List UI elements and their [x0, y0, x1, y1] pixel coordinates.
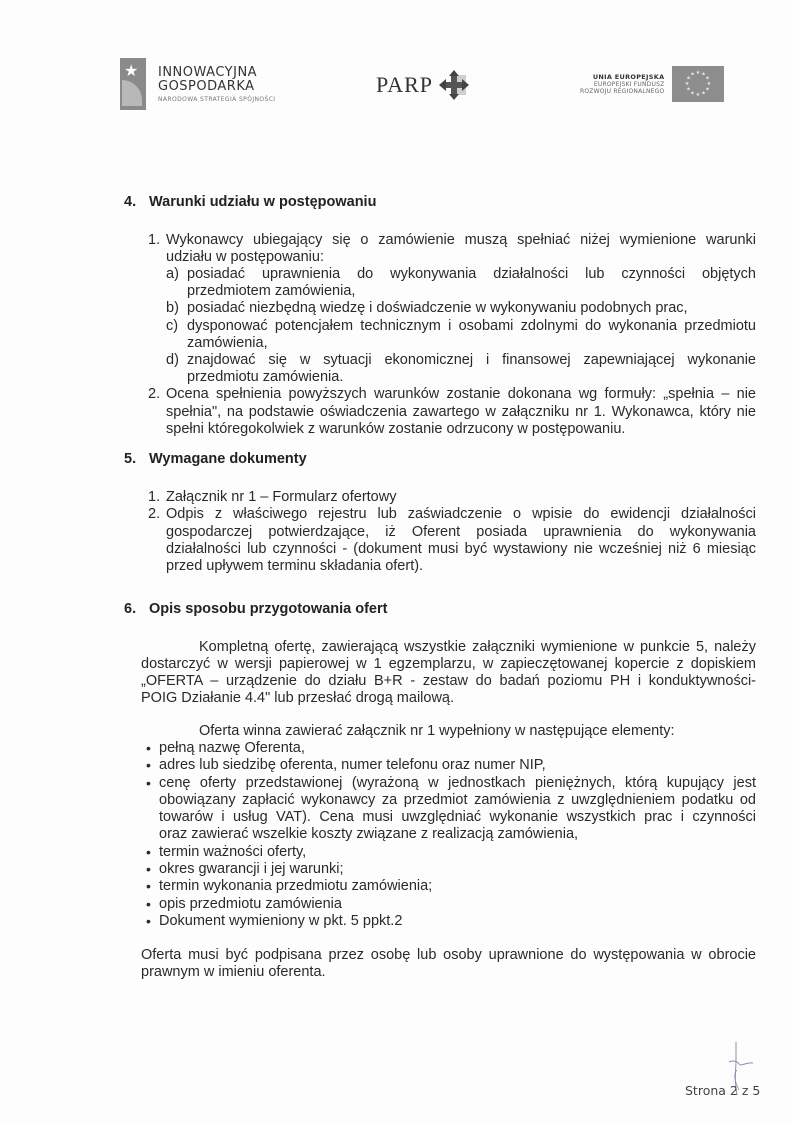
subitem-text: przedmiotu zamówienia.: [187, 369, 344, 385]
list-number: 2.: [148, 386, 161, 402]
section-title: Opis sposobu przygotowania ofert: [149, 601, 388, 617]
subitem-text: przedmiotem zamówienia,: [187, 283, 356, 299]
bullet-item-text: obowiązany zapłacić wykonawcy za przedmiot zamówienia z uwzględnieniem podatku od: [159, 792, 756, 808]
eu-logo: [580, 66, 724, 102]
subitem-letter: c): [166, 318, 179, 334]
section-6-heading: [124, 601, 387, 617]
list-item-text: udziału w postępowaniu:: [166, 249, 324, 265]
innowacyjna-gospodarka-logo: [120, 56, 275, 112]
list-item-text: działalności lub czynności - (dokument musi być wystawiony nie wcześniej niż 6 miesiąc: [166, 541, 756, 557]
svg-text:★: ★: [705, 75, 711, 82]
bullet-icon: •: [146, 878, 151, 894]
closing-text: Oferta musi być podpisana przez osobę lub osoby uprawnione do występowania w obrocie: [141, 947, 756, 963]
svg-text:★: ★: [686, 75, 692, 82]
subitem-text: znajdować się w sytuacji ekonomicznej i finansowej zapewniającej wykonanie: [187, 352, 756, 368]
bullet-item-text: okres gwarancji i jej warunki;: [159, 861, 344, 877]
section-4-heading: [124, 194, 376, 210]
list-item-text: Ocena spełnienia powyższych warunków zostanie dokonana wg formuły: „spełnia – nie: [166, 386, 756, 402]
list-item-text: gospodarczej potwierdzające, iż Oferent posiada uprawnienia do wykonywania: [166, 524, 756, 540]
section-number: 4.: [124, 194, 137, 210]
svg-text:★: ★: [701, 71, 707, 78]
bullet-icon: •: [146, 913, 151, 929]
logo-left-line3: NARODOWA STRATEGIA SPÓJNOŚCI: [158, 95, 276, 103]
logo-right-line1: UNIA EUROPEJSKA: [592, 73, 665, 81]
bullet-icon: •: [146, 861, 151, 877]
bullet-item-text: termin wykonania przedmiotu zamówienia;: [159, 878, 433, 894]
bullet-item-text: oraz zawierać wszelkie koszty związane z realizacją zamówienia,: [159, 826, 579, 842]
bullet-item-text: towarów i usług VAT). Cena musi uwzględniać wykonanie wszystkich prac i czynności: [159, 809, 756, 825]
logo-right-line2: EUROPEJSKI FUNDUSZ: [593, 81, 665, 88]
logo-left-line2: GOSPODARKA: [158, 78, 255, 94]
bullet-item-text: pełną nazwę Oferenta,: [159, 740, 305, 756]
list-item-text: Odpis z właściwego rejestru lub zaświadczenie o wpisie do ewidencji działalności: [166, 506, 756, 522]
paragraph-text: Oferta winna zawierać załącznik nr 1 wypełniony w następujące elementy:: [199, 723, 675, 739]
svg-text:★: ★: [685, 81, 690, 87]
subitem-text: zamówienia,: [187, 335, 268, 351]
bullet-item-text: opis przedmiotu zamówienia: [159, 896, 342, 912]
svg-text:★: ★: [686, 86, 692, 93]
subitem-text: posiadać niezbędną wiedzę i doświadczenie w wykonywaniu podobnych prac,: [187, 300, 688, 316]
parp-logo-text: PARP: [376, 72, 434, 97]
bullet-icon: •: [146, 757, 151, 773]
eu-flag-icon: [672, 66, 724, 102]
section-number: 5.: [124, 451, 137, 467]
svg-text:★: ★: [690, 90, 696, 97]
bullet-icon: •: [146, 844, 151, 860]
subitem-text: posiadać uprawnienia do wykonywania działalności lub czynności objętych: [187, 266, 756, 282]
svg-text:★: ★: [707, 81, 712, 87]
list-item-text: Wykonawcy ubiegający się o zamówienie muszą spełniać niżej wymienione warunki: [166, 232, 756, 248]
list-item-text: Załącznik nr 1 – Formularz ofertowy: [166, 489, 397, 505]
page-number: Strona 2 z 5: [685, 1083, 761, 1098]
svg-text:★: ★: [705, 86, 711, 93]
closing-text: prawnym w imieniu oferenta.: [141, 964, 326, 980]
bullet-icon: •: [146, 896, 151, 912]
subitem-text: dysponować potencjałem technicznym i osobami zdolnymi do wykonania przedmiotu: [187, 318, 756, 334]
list-item-text: spełni któregokolwiek z warunków zostanie odrzucony w postępowaniu.: [166, 421, 626, 437]
paragraph-text: „OFERTA – urządzenie do działu B+R - zestaw do badań poziomu PH i konduktywności-: [141, 673, 756, 689]
bullet-icon: •: [146, 740, 151, 756]
parp-logo: [376, 70, 469, 100]
paragraph-text: dostarczyć w wersji papierowej w 1 egzemplarzu, w zapieczętowanej kopercie z dopiskiem: [141, 656, 756, 672]
svg-text:★: ★: [696, 92, 701, 98]
subitem-letter: a): [166, 266, 179, 282]
star-swoosh-icon: ★: [120, 58, 146, 110]
logo-left-line1: INNOWACYJNA: [158, 64, 258, 80]
svg-text:★: ★: [690, 71, 696, 78]
section-title: Warunki udziału w postępowaniu: [149, 194, 377, 210]
bullet-item-text: termin ważności oferty,: [159, 844, 307, 860]
list-item-text: przed upływem terminu składania ofert).: [166, 558, 424, 574]
bullet-item-text: Dokument wymieniony w pkt. 5 ppkt.2: [159, 913, 403, 929]
svg-text:★: ★: [696, 70, 701, 76]
logo-right-line3: ROZWOJU REGIONALNEGO: [580, 88, 665, 95]
four-arrows-icon: [439, 70, 469, 100]
paragraph-text: Kompletną ofertę, zawierającą wszystkie załączniki wymienione w punkcie 5, należy: [199, 639, 756, 655]
bullet-item-text: cenę oferty przedstawionej (wyrażoną w jednostkach pieniężnych, którą kupujący jest: [159, 775, 756, 791]
list-number: 1.: [148, 489, 161, 505]
svg-text:★: ★: [701, 90, 707, 97]
section-title: Wymagane dokumenty: [149, 451, 307, 467]
list-number: 2.: [148, 506, 161, 522]
section-5-heading: [124, 451, 307, 467]
section-number: 6.: [124, 601, 137, 617]
subitem-letter: d): [166, 352, 179, 368]
paragraph-text: POIG Działanie 4.4" lub przesłać drogą mailową.: [141, 690, 455, 706]
bullet-icon: •: [146, 775, 151, 791]
list-item-text: spełnia", na podstawie oświadczenia zawartego w załączniku nr 1. Wykonawca, który nie: [166, 404, 756, 420]
bullet-item-text: adres lub siedzibę oferenta, numer telefonu oraz numer NIP,: [159, 757, 546, 773]
list-number: 1.: [148, 232, 161, 248]
subitem-letter: b): [166, 300, 179, 316]
